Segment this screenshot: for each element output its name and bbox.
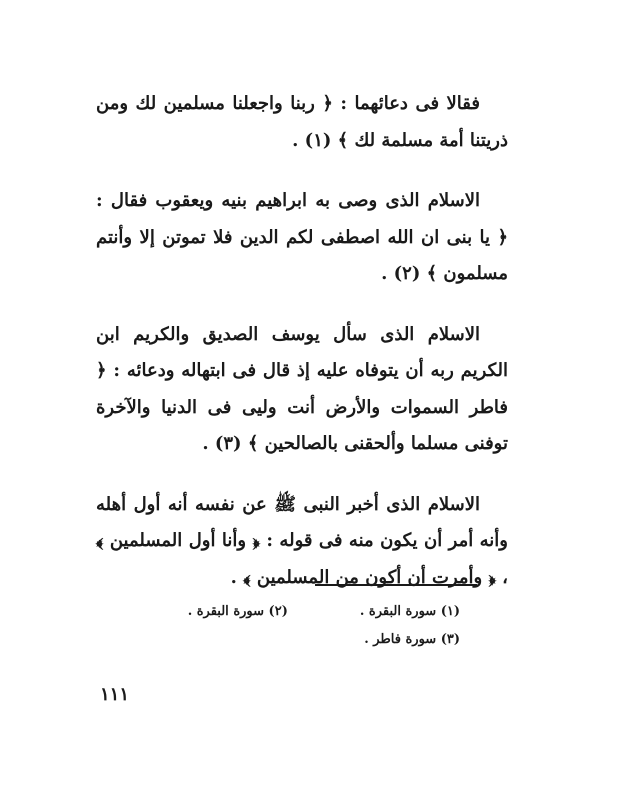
page-number: ١١١ xyxy=(100,684,130,705)
paragraph-1: فقالا فى دعائهما : ﴿ ربنا واجعلنا مسلمين لك ومن ذريتنا أمة مسلمة لك ﴾ (١) . xyxy=(96,93,508,151)
body-text xyxy=(96,86,508,620)
paragraph-2: الاسلام الذى وصى به ابراهيم بنيه ويعقوب فقال : ﴿ يا بنى ان الله اصطفى لكم الدين فلا تموتن إلا وأنتم مسلمون ﴾ (٢) . xyxy=(96,190,508,284)
footnote-row xyxy=(160,626,460,654)
footnote-1: (١) سورة البقرة . xyxy=(359,604,460,619)
footnotes xyxy=(160,598,460,654)
paragraph-3: الاسلام الذى سأل يوسف الصديق والكريم ابن الكريم ربه أن يتوفاه عليه إذ قال فى ابتهاله ودعائه : ﴿ فاطر السموات والأرض أنت وليى فى الدنيا والآخرة توفنى مسلما وألحقنى بالصالحين ﴾ (٣) . xyxy=(96,323,508,454)
footnote-separator xyxy=(315,584,477,586)
footnote-2: (٢) سورة البقرة . xyxy=(187,604,288,619)
footnote-row xyxy=(160,598,460,626)
footnote-3: (٣) سورة فاطر . xyxy=(364,632,460,647)
paragraph-4: الاسلام الذى أخبر النبى ﷺ عن نفسه أنه أول أهله وأنه أمر أن يكون منه فى قوله : ﴿ وأنا أول المسلمين ﴾ ، ﴿ وأمرت أن أكون من المسلمين ﴾ . xyxy=(96,493,508,588)
